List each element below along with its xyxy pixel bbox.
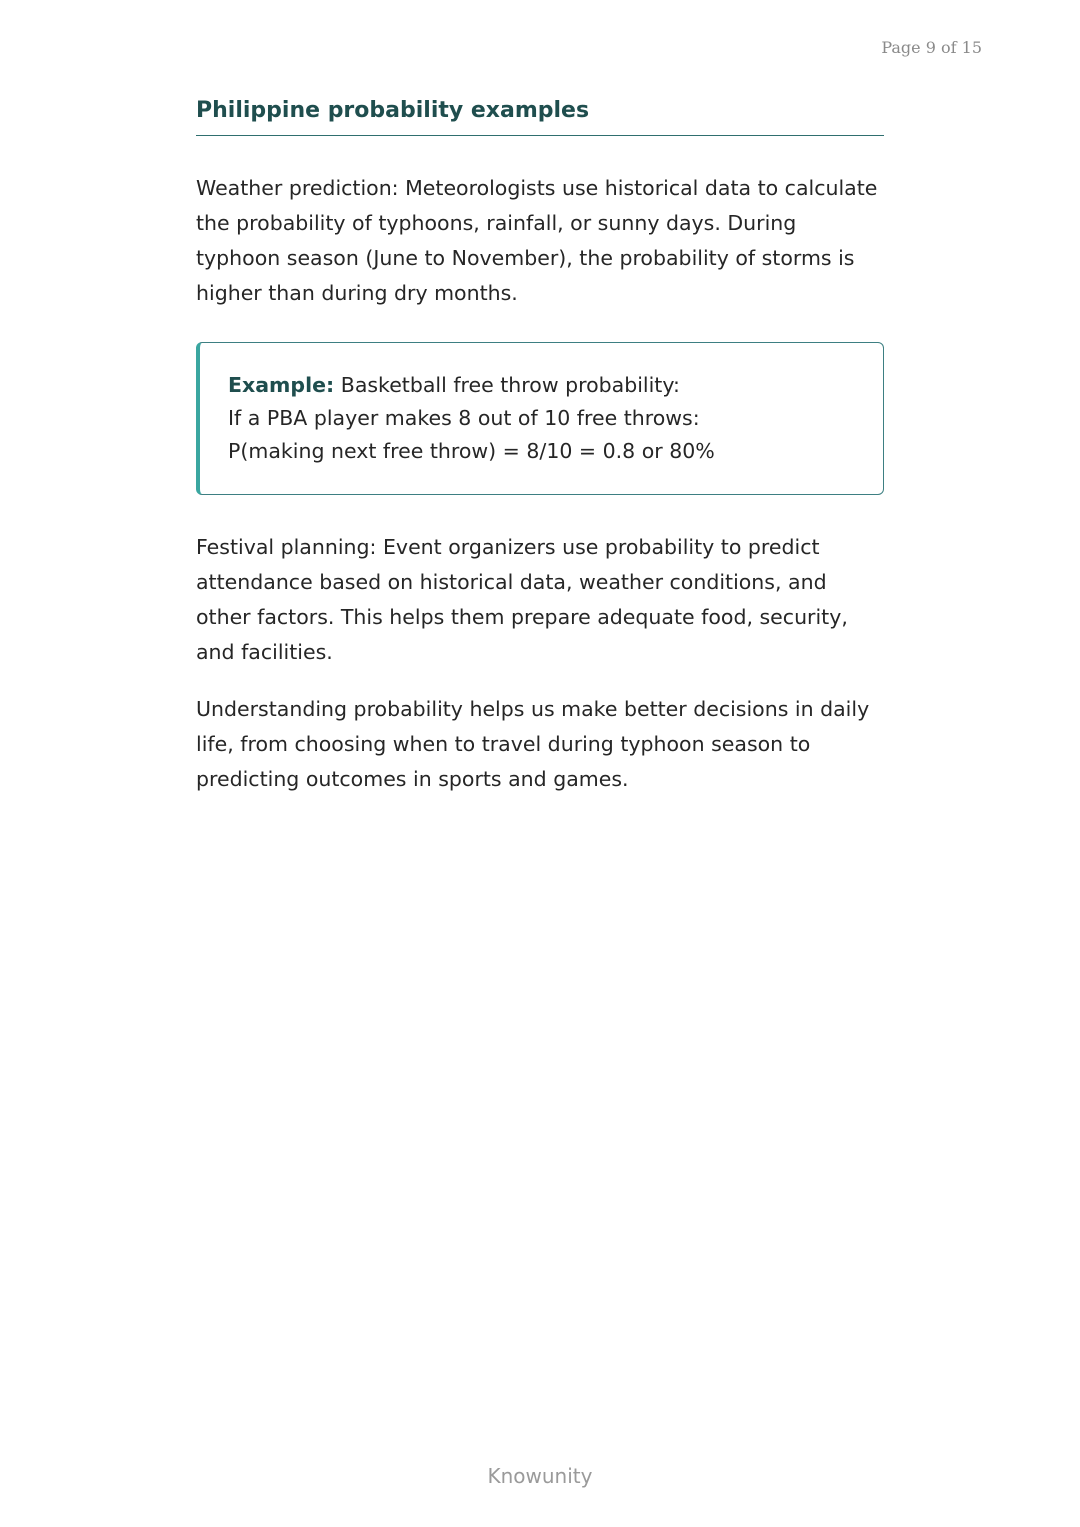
example-title: Basketball free throw probability: (334, 373, 680, 397)
footer-brand: Knowunity (487, 1464, 593, 1488)
weather-paragraph: Weather prediction: Meteorologists use historical data to calculate the probability of typhoons, rainfall, or sunny days. During typhoon season (June to November), the probability of storms is higher than during dry months. (196, 176, 878, 305)
example-title-line (228, 369, 863, 402)
example-line-2: If a PBA player makes 8 out of 10 free throws: (228, 406, 700, 430)
section-title: Philippine probability examples (196, 98, 884, 136)
page-number: Page 9 of 15 (881, 38, 982, 57)
example-line-3: P(making next free throw) = 8/10 = 0.8 or 80% (228, 439, 715, 463)
page-content (196, 98, 884, 797)
conclusion-paragraph: Understanding probability helps us make better decisions in daily life, from choosing when to travel during typhoon season to predicting outcomes in sports and games. (196, 697, 870, 791)
example-box (196, 342, 884, 495)
example-label: Example: (228, 373, 335, 397)
festival-paragraph: Festival planning: Event organizers use probability to predict attendance based on historical data, weather conditions, and other factors. This helps them prepare adequate food, security, and facilities. (196, 535, 848, 664)
